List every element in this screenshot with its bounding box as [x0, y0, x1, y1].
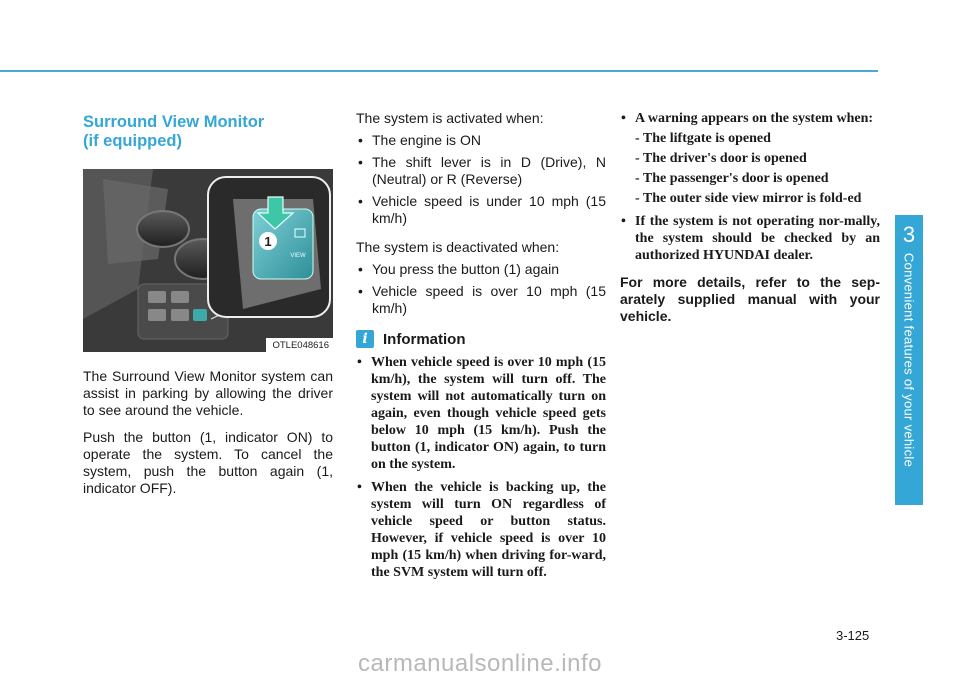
watermark: carmanualsonline.info [358, 650, 602, 677]
information-title: Information [383, 330, 466, 348]
list-item: • The engine is ON [356, 132, 606, 149]
list-item: - The outer side view mirror is fold-ed [635, 191, 862, 206]
warning-intro: A warning appears on the system when: [635, 111, 874, 126]
chapter-title: Convenient features of your vehicle [901, 252, 917, 468]
section-title [83, 113, 333, 151]
operation-paragraph: Push the button (1, indicator ON) to operate the system. To cancel the system, push the button again (1, indicator OFF). [83, 429, 333, 496]
console-illustration [83, 169, 333, 352]
deactivated-list [356, 261, 606, 317]
warning-list [620, 110, 880, 264]
list-item: • If the system is not operating nor-mally, the system should be checked by an authorized HYUNDAI dealer. [620, 213, 880, 264]
callout-number: 1 [264, 234, 272, 249]
activated-intro: The system is activated when: [356, 110, 544, 126]
list-item: • The shift lever is in D (Drive), N (Neutral) or R (Reverse) [356, 154, 606, 188]
page-number: 3-125 [836, 628, 870, 643]
information-list [356, 354, 606, 581]
list-item: • When vehicle speed is over 10 mph (15 km/h), the system will turn off. The system will not automatically turn on again, even though vehicle speed gets below 10 mph (15 km/h). Push the button (1, indicator ON) again, to turn on the system. [356, 354, 606, 473]
list-item: - The liftgate is opened [635, 131, 771, 146]
list-item: • Vehicle speed is under 10 mph (15 km/h) [356, 193, 606, 227]
list-item: • When the vehicle is backing up, the system will turn ON regardless of vehicle speed or button status. However, if vehicle speed is over 10 mph (15 km/h) when driving for-ward, the SVM system will turn off. [356, 479, 606, 581]
list-item [620, 110, 880, 207]
warning-sublist [635, 130, 880, 207]
section-title-line1: Surround View Monitor [83, 113, 265, 131]
section-title-line2: (if equipped) [83, 132, 182, 150]
list-item: - The driver's door is opened [635, 151, 807, 166]
column-right [620, 108, 880, 325]
view-button-small [193, 309, 207, 321]
column-middle [356, 108, 606, 587]
header-rule [0, 70, 878, 72]
chapter-number: 3 [902, 222, 916, 247]
info-icon: i [356, 330, 374, 348]
intro-paragraph: The Surround View Monitor system can assist in parking by allowing the driver to see around the vehicle. [83, 368, 333, 418]
list-item: - The passenger's door is opened [635, 171, 829, 186]
column-left [83, 108, 333, 497]
deactivated-intro: The system is deactivated when: [356, 239, 560, 255]
console-photo [83, 169, 333, 352]
figure-caption: OTLE048616 [266, 338, 333, 352]
information-header [356, 330, 606, 348]
cup-holder-1 [137, 211, 189, 247]
list-item: • You press the button (1) again [356, 261, 606, 278]
more-details: For more details, refer to the sep-arately supplied manual with your vehicle. [620, 274, 880, 324]
activated-list [356, 132, 606, 227]
button-text: VIEW [290, 253, 306, 259]
list-item: • Vehicle speed is over 10 mph (15 km/h) [356, 283, 606, 317]
